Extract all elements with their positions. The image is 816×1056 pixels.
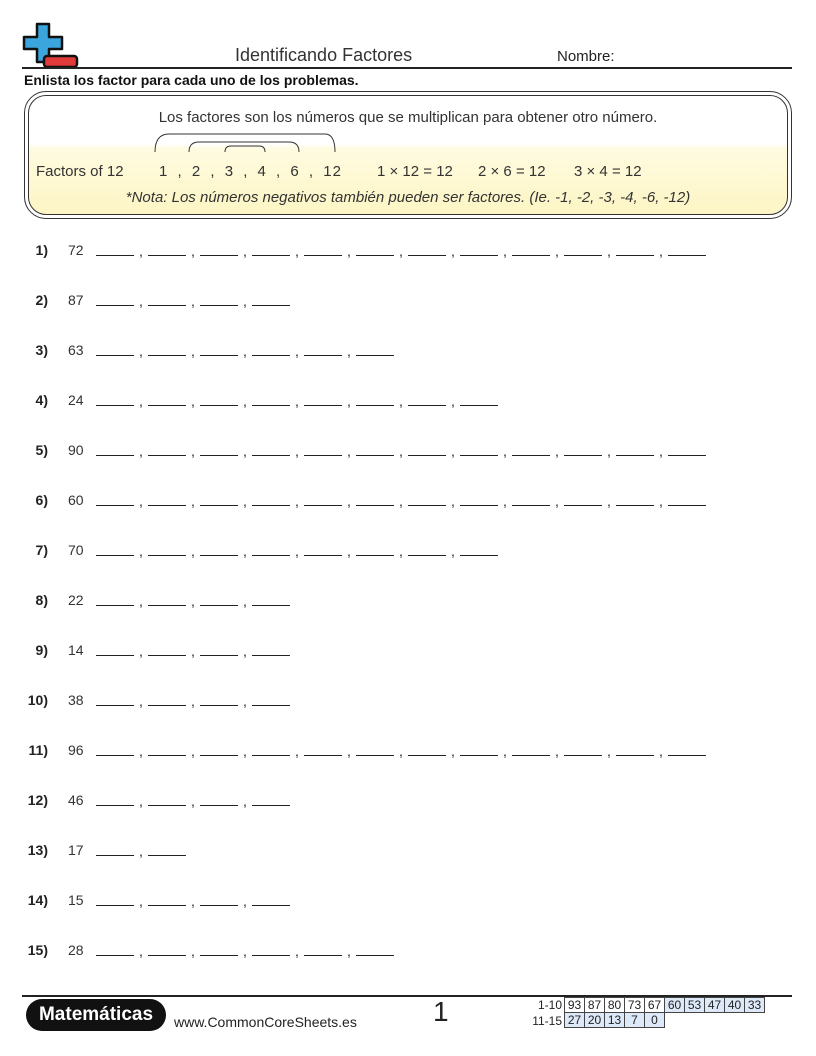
separator-comma: , [295, 943, 299, 959]
separator-comma: , [139, 343, 143, 359]
separator-comma: , [191, 743, 195, 759]
problem-number: 14) [27, 892, 48, 908]
problem-value: 24 [68, 392, 84, 408]
separator-comma: , [139, 693, 143, 709]
answer-blank[interactable] [96, 942, 134, 956]
answer-blank[interactable] [96, 642, 134, 656]
answer-blank[interactable] [148, 942, 186, 956]
separator-comma: , [139, 643, 143, 659]
separator-comma: , [347, 243, 351, 259]
answer-blank[interactable] [96, 692, 134, 706]
answer-blank[interactable] [200, 392, 238, 406]
answer-blank[interactable] [356, 542, 394, 556]
separator-comma: , [243, 793, 247, 809]
answer-key-cell: 60 [664, 997, 685, 1013]
problem-value: 46 [68, 792, 84, 808]
separator-comma: , [659, 743, 663, 759]
separator-comma: , [347, 343, 351, 359]
negative-factors-note: *Nota: Los números negativos también pueden ser factores. (Ie. -1, -2, -3, -4, -6, -12) [125, 189, 691, 206]
answer-blank[interactable] [304, 442, 342, 456]
answer-blank[interactable] [96, 892, 134, 906]
answer-blank[interactable] [668, 442, 706, 456]
equation-1: 1 × 12 = 12 [377, 163, 453, 180]
subject-badge: Matemáticas [26, 999, 166, 1031]
answer-blank[interactable] [96, 342, 134, 356]
answer-blank[interactable] [252, 942, 290, 956]
answer-blank[interactable] [148, 292, 186, 306]
separator-comma: , [243, 643, 247, 659]
answer-blank[interactable] [148, 592, 186, 606]
answer-key-cell: 0 [644, 1012, 665, 1028]
answer-blank[interactable] [148, 642, 186, 656]
answer-blank[interactable] [512, 492, 550, 506]
answer-blank[interactable] [148, 242, 186, 256]
separator-comma: , [347, 493, 351, 509]
answer-blank[interactable] [200, 292, 238, 306]
answer-blank[interactable] [148, 892, 186, 906]
answer-blank[interactable] [668, 742, 706, 756]
header-divider [22, 67, 792, 69]
answer-blank[interactable] [356, 242, 394, 256]
answer-blank[interactable] [512, 442, 550, 456]
separator-comma: , [139, 493, 143, 509]
answer-blank[interactable] [96, 242, 134, 256]
answer-key-cell: 73 [624, 997, 645, 1013]
problem-row [24, 442, 804, 466]
separator-comma: , [191, 243, 195, 259]
answer-blanks [96, 342, 394, 359]
problem-value: 87 [68, 292, 84, 308]
equation-2: 2 × 6 = 12 [478, 163, 546, 180]
separator-comma: , [139, 843, 143, 859]
problem-row [24, 742, 804, 766]
separator-comma: , [451, 393, 455, 409]
answer-blank[interactable] [148, 492, 186, 506]
answer-blank[interactable] [148, 342, 186, 356]
answer-blank[interactable] [616, 742, 654, 756]
separator-comma: , [399, 743, 403, 759]
separator-comma: , [139, 393, 143, 409]
answer-key-row [530, 1013, 765, 1029]
answer-key-cell: 33 [744, 997, 765, 1013]
answer-blank[interactable] [148, 692, 186, 706]
answer-blank[interactable] [668, 492, 706, 506]
problem-value: 70 [68, 542, 84, 558]
info-box-inner [28, 95, 788, 215]
problem-value: 72 [68, 242, 84, 258]
separator-comma: , [139, 793, 143, 809]
answer-blank[interactable] [200, 442, 238, 456]
answer-blank[interactable] [408, 492, 446, 506]
equation-3: 3 × 4 = 12 [574, 163, 642, 180]
problem-number: 2) [35, 292, 48, 308]
answer-blank[interactable] [252, 792, 290, 806]
separator-comma: , [555, 443, 559, 459]
answer-blanks [96, 242, 706, 259]
answer-blank[interactable] [408, 392, 446, 406]
separator-comma: , [503, 743, 507, 759]
problem-row [24, 892, 804, 916]
answer-blank[interactable] [200, 642, 238, 656]
answer-key-cell: 47 [704, 997, 725, 1013]
answer-blank[interactable] [616, 492, 654, 506]
answer-blank[interactable] [96, 492, 134, 506]
separator-comma: , [399, 443, 403, 459]
problem-number: 7) [35, 542, 48, 558]
problem-number: 11) [28, 742, 48, 758]
answer-blank[interactable] [304, 742, 342, 756]
answer-blank[interactable] [200, 942, 238, 956]
separator-comma: , [139, 943, 143, 959]
answer-blank[interactable] [252, 442, 290, 456]
problem-row [24, 342, 804, 366]
answer-blank[interactable] [96, 592, 134, 606]
problem-row [24, 292, 804, 316]
problem-row [24, 692, 804, 716]
answer-blank[interactable] [616, 442, 654, 456]
answer-blank[interactable] [512, 742, 550, 756]
answer-blank[interactable] [96, 792, 134, 806]
plus-minus-logo-icon [22, 22, 80, 70]
separator-comma: , [191, 793, 195, 809]
answer-blank[interactable] [148, 792, 186, 806]
separator-comma: , [659, 493, 663, 509]
answer-blank[interactable] [356, 392, 394, 406]
separator-comma: , [347, 443, 351, 459]
separator-comma: , [243, 943, 247, 959]
separator-comma: , [139, 543, 143, 559]
problem-number: 8) [35, 592, 48, 608]
answer-blank[interactable] [304, 242, 342, 256]
problem-value: 96 [68, 742, 84, 758]
separator-comma: , [659, 243, 663, 259]
separator-comma: , [191, 943, 195, 959]
answer-blank[interactable] [564, 492, 602, 506]
answer-blank[interactable] [668, 242, 706, 256]
problem-number: 9) [35, 642, 48, 658]
separator-comma: , [295, 393, 299, 409]
answer-blanks [96, 292, 290, 309]
answer-blank[interactable] [96, 442, 134, 456]
separator-comma: , [139, 893, 143, 909]
answer-blank[interactable] [564, 742, 602, 756]
separator-comma: , [295, 243, 299, 259]
separator-comma: , [191, 593, 195, 609]
answer-blank[interactable] [96, 842, 134, 856]
answer-blanks [96, 892, 290, 909]
problem-number: 3) [35, 342, 48, 358]
separator-comma: , [191, 893, 195, 909]
separator-comma: , [295, 343, 299, 359]
answer-blanks [96, 742, 706, 759]
answer-blank[interactable] [304, 342, 342, 356]
separator-comma: , [451, 493, 455, 509]
answer-blank[interactable] [200, 592, 238, 606]
answer-key-cell: 13 [604, 1012, 625, 1028]
problem-row [24, 942, 804, 966]
info-box [24, 91, 792, 219]
separator-comma: , [451, 543, 455, 559]
answer-blanks [96, 492, 706, 509]
separator-comma: , [191, 693, 195, 709]
separator-comma: , [451, 743, 455, 759]
separator-comma: , [607, 243, 611, 259]
separator-comma: , [191, 393, 195, 409]
answer-blank[interactable] [304, 542, 342, 556]
problem-number: 13) [27, 842, 48, 858]
separator-comma: , [347, 393, 351, 409]
answer-blank[interactable] [252, 292, 290, 306]
answer-blank[interactable] [460, 542, 498, 556]
problem-number: 10) [27, 692, 48, 708]
separator-comma: , [191, 443, 195, 459]
separator-comma: , [295, 743, 299, 759]
separator-comma: , [607, 443, 611, 459]
answer-blank[interactable] [356, 942, 394, 956]
problem-value: 63 [68, 342, 84, 358]
answer-blank[interactable] [200, 892, 238, 906]
separator-comma: , [243, 243, 247, 259]
answer-blank[interactable] [148, 742, 186, 756]
answer-blank[interactable] [616, 242, 654, 256]
problem-value: 90 [68, 442, 84, 458]
answer-blank[interactable] [304, 942, 342, 956]
separator-comma: , [139, 293, 143, 309]
answer-blank[interactable] [252, 342, 290, 356]
answer-blank[interactable] [148, 542, 186, 556]
answer-blank[interactable] [304, 392, 342, 406]
problem-value: 22 [68, 592, 84, 608]
problem-row [24, 492, 804, 516]
separator-comma: , [607, 743, 611, 759]
problem-number: 1) [35, 242, 48, 258]
answer-blank[interactable] [356, 742, 394, 756]
page-title: Identificando Factores [235, 45, 413, 65]
separator-comma: , [555, 743, 559, 759]
answer-blank[interactable] [252, 742, 290, 756]
answer-blanks [96, 642, 290, 659]
answer-key-range: 11-15 [532, 1014, 562, 1028]
separator-comma: , [399, 393, 403, 409]
answer-blank[interactable] [252, 392, 290, 406]
separator-comma: , [243, 493, 247, 509]
problem-number: 4) [35, 392, 48, 408]
answer-blank[interactable] [252, 592, 290, 606]
problem-value: 28 [68, 942, 84, 958]
answer-blank[interactable] [252, 492, 290, 506]
answer-blank[interactable] [252, 692, 290, 706]
name-label: Nombre: [557, 48, 615, 65]
answer-blanks [96, 542, 498, 559]
separator-comma: , [399, 543, 403, 559]
answer-key-cell: 27 [564, 1012, 585, 1028]
problem-row [24, 792, 804, 816]
answer-blanks [96, 792, 290, 809]
separator-comma: , [399, 493, 403, 509]
separator-comma: , [243, 293, 247, 309]
separator-comma: , [191, 543, 195, 559]
separator-comma: , [191, 293, 195, 309]
answer-blank[interactable] [460, 442, 498, 456]
problem-value: 38 [68, 692, 84, 708]
separator-comma: , [607, 493, 611, 509]
answer-key-cell: 40 [724, 997, 745, 1013]
page-number: 1 [433, 996, 449, 1027]
answer-blank[interactable] [564, 442, 602, 456]
separator-comma: , [139, 743, 143, 759]
separator-comma: , [451, 243, 455, 259]
answer-blank[interactable] [460, 492, 498, 506]
factor-pair-brackets [29, 96, 429, 166]
separator-comma: , [555, 493, 559, 509]
separator-comma: , [295, 443, 299, 459]
answer-blank[interactable] [96, 742, 134, 756]
answer-blank[interactable] [200, 492, 238, 506]
problem-number: 6) [35, 492, 48, 508]
answer-key-cell: 67 [644, 997, 665, 1013]
answer-key-cell: 87 [584, 997, 605, 1013]
answer-key-row [530, 997, 765, 1013]
separator-comma: , [503, 443, 507, 459]
separator-comma: , [243, 343, 247, 359]
answer-blanks [96, 392, 498, 409]
separator-comma: , [347, 943, 351, 959]
separator-comma: , [503, 243, 507, 259]
answer-key-cell: 20 [584, 1012, 605, 1028]
answer-blank[interactable] [512, 242, 550, 256]
answer-blank[interactable] [200, 792, 238, 806]
separator-comma: , [399, 243, 403, 259]
example-factor-list: 1 , 2 , 3 , 4 , 6 , 12 [159, 163, 342, 180]
answer-blank[interactable] [96, 292, 134, 306]
problem-row [24, 592, 804, 616]
example-label: Factors of 12 [36, 163, 124, 180]
answer-blanks [96, 842, 186, 859]
separator-comma: , [191, 343, 195, 359]
answer-blanks [96, 692, 290, 709]
answer-blank[interactable] [96, 542, 134, 556]
problem-row [24, 242, 804, 266]
separator-comma: , [555, 243, 559, 259]
problem-row [24, 542, 804, 566]
separator-comma: , [191, 643, 195, 659]
answer-blank[interactable] [460, 742, 498, 756]
answer-blank[interactable] [408, 542, 446, 556]
separator-comma: , [295, 543, 299, 559]
separator-comma: , [139, 443, 143, 459]
separator-comma: , [191, 493, 195, 509]
problem-row [24, 642, 804, 666]
problem-value: 14 [68, 642, 84, 658]
answer-blanks [96, 592, 290, 609]
answer-blank[interactable] [564, 242, 602, 256]
answer-blank[interactable] [460, 242, 498, 256]
separator-comma: , [243, 743, 247, 759]
answer-blank[interactable] [148, 842, 186, 856]
answer-blank[interactable] [408, 242, 446, 256]
answer-key-cell: 80 [604, 997, 625, 1013]
answer-blanks [96, 942, 394, 959]
separator-comma: , [503, 493, 507, 509]
answer-blank[interactable] [252, 542, 290, 556]
answer-blank[interactable] [252, 242, 290, 256]
site-url: www.CommonCoreSheets.es [174, 1014, 357, 1030]
separator-comma: , [659, 443, 663, 459]
answer-blank[interactable] [304, 492, 342, 506]
answer-blank[interactable] [408, 442, 446, 456]
answer-key-cell: 53 [684, 997, 705, 1013]
separator-comma: , [295, 493, 299, 509]
answer-blank[interactable] [148, 442, 186, 456]
answer-blank[interactable] [356, 492, 394, 506]
problem-value: 15 [68, 892, 84, 908]
answer-blanks [96, 442, 706, 459]
answer-key-range: 1-10 [537, 998, 562, 1012]
answer-blank[interactable] [200, 242, 238, 256]
answer-key [530, 997, 765, 1029]
separator-comma: , [243, 543, 247, 559]
separator-comma: , [243, 443, 247, 459]
separator-comma: , [243, 393, 247, 409]
problem-row [24, 392, 804, 416]
separator-comma: , [139, 243, 143, 259]
problem-value: 60 [68, 492, 84, 508]
answer-blank[interactable] [408, 742, 446, 756]
separator-comma: , [451, 443, 455, 459]
problem-row [24, 842, 804, 866]
answer-key-cell: 93 [564, 997, 585, 1013]
answer-blank[interactable] [252, 642, 290, 656]
answer-blank[interactable] [356, 342, 394, 356]
factor-definition: Los factores son los números que se multiplican para obtener otro número. [158, 109, 658, 126]
answer-blank[interactable] [200, 692, 238, 706]
problem-value: 17 [68, 842, 84, 858]
answer-blank[interactable] [356, 442, 394, 456]
answer-blank[interactable] [200, 342, 238, 356]
separator-comma: , [347, 543, 351, 559]
answer-blank[interactable] [148, 392, 186, 406]
problem-number: 5) [35, 442, 48, 458]
problem-number: 15) [27, 942, 48, 958]
instructions: Enlista los factor para cada uno de los problemas. [24, 72, 359, 88]
answer-key-cell: 7 [624, 1012, 645, 1028]
separator-comma: , [243, 593, 247, 609]
separator-comma: , [243, 893, 247, 909]
answer-blank[interactable] [460, 392, 498, 406]
answer-blank[interactable] [252, 892, 290, 906]
answer-blank[interactable] [200, 742, 238, 756]
separator-comma: , [347, 743, 351, 759]
separator-comma: , [139, 593, 143, 609]
answer-blank[interactable] [96, 392, 134, 406]
problem-number: 12) [27, 792, 48, 808]
separator-comma: , [243, 693, 247, 709]
answer-blank[interactable] [200, 542, 238, 556]
